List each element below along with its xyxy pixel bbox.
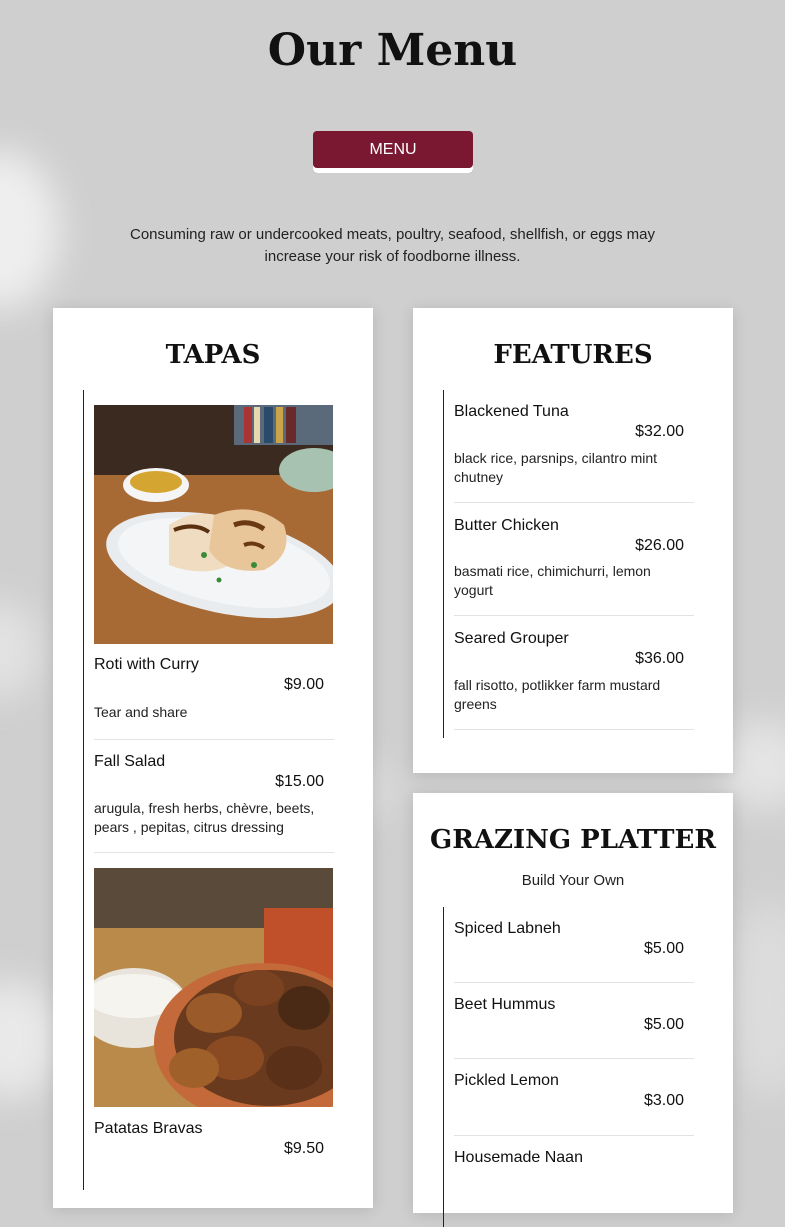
item-name: Fall Salad [94,753,166,770]
item-description: black rice, parsnips, cilantro mint chutney [454,450,658,485]
item-price: $32.00 [635,423,684,440]
item-name: Beet Hummus [454,996,556,1013]
menu-item [454,1059,694,1136]
tapas-list [83,390,334,1190]
menu-item [94,1107,334,1197]
background-blur [730,900,785,1100]
item-price: $9.00 [283,676,324,693]
item-description: fall risotto, potlikker farm mustard greens [454,677,661,712]
menu-item [454,1136,694,1211]
menu-item [454,390,694,503]
features-title: FEATURES [493,340,653,370]
grazing-platter-card [413,793,733,1213]
features-card [413,308,733,773]
item-name: Roti with Curry [94,656,199,673]
background-blur [0,600,40,700]
food-safety-disclaimer: Consuming raw or undercooked meats, poultry, seafood, shellfish, or eggs may increase your risk of foodborne illness. [130,226,655,265]
item-price: $3.00 [643,1092,684,1109]
tapas-card [53,308,373,1208]
item-name: Spiced Labneh [454,920,561,937]
roti-curry-photo [94,405,333,644]
item-price: $26.00 [635,537,684,554]
grazing-platter-title: GRAZING PLATTER [430,825,716,855]
item-price: $5.00 [643,940,684,957]
menu-item [454,616,694,730]
page-title: Our Menu [267,25,518,76]
item-price: $36.00 [635,650,684,667]
tapas-title: TAPAS [165,340,261,370]
item-name: Patatas Bravas [94,1120,203,1137]
item-name: Butter Chicken [454,517,559,534]
menu-item [94,740,334,853]
grazing-platter-list [443,907,694,1227]
item-name: Housemade Naan [454,1149,583,1166]
item-description: arugula, fresh herbs, chèvre, beets, pears , pepitas, citrus dressing [94,800,315,835]
menu-item [454,983,694,1059]
background-blur [0,980,60,1100]
menu-item [454,503,694,616]
features-list [443,390,694,738]
item-name: Blackened Tuna [454,403,569,420]
patatas-bravas-photo [94,868,333,1107]
menu-item [94,644,334,740]
item-description: basmati rice, chimichurri, lemon yogurt [454,563,651,598]
menu-item [454,907,694,983]
background-blur [0,150,60,310]
item-name: Seared Grouper [454,630,569,647]
item-name: Pickled Lemon [454,1072,559,1089]
item-price: $15.00 [275,773,324,790]
item-price: $5.00 [643,1016,684,1033]
grazing-platter-subtitle: Build Your Own [521,872,625,889]
item-description: Tear and share [94,704,188,720]
menu-button[interactable]: MENU [313,131,473,173]
item-price: $9.50 [283,1140,324,1157]
